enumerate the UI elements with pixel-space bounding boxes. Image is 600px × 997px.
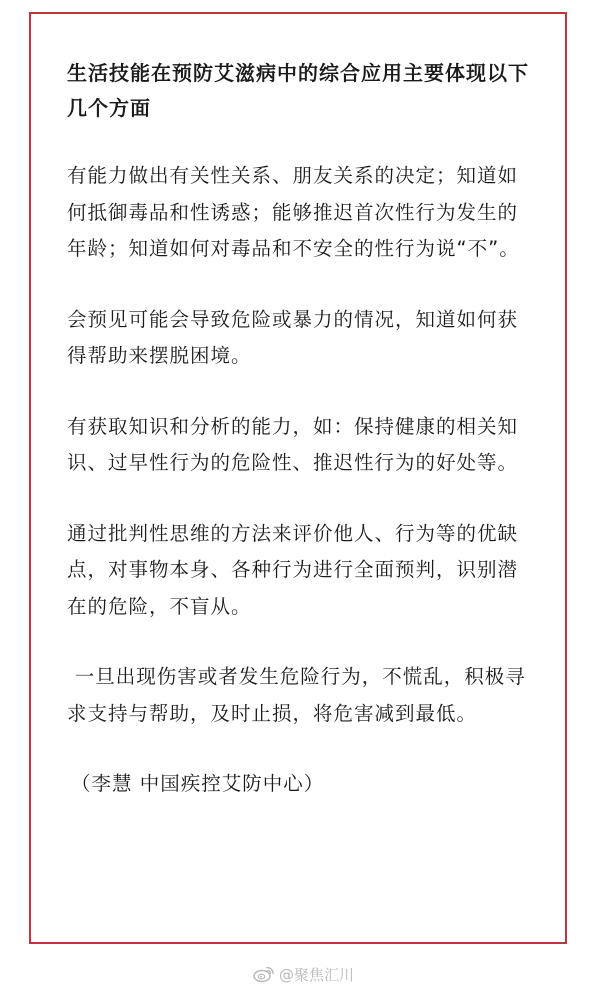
watermark-text: @聚焦汇川 [278,965,354,984]
article-card [29,12,567,944]
paragraph-5: 一旦出现伤害或者发生危险行为，不慌乱，积极寻求支持与帮助，及时止损，将危害减到最低。 [67,665,526,725]
weibo-watermark [253,959,354,989]
article-title: 生活技能在预防艾滋病中的综合应用主要体现以下几个方面 [67,61,529,120]
paragraph-1: 有能力做出有关性关系、朋友关系的决定；知道如何抵御毒品和性诱惑；能够推迟首次性行为发生的年龄；知道如何对毒品和不安全的性行为说“不”。 [67,164,520,260]
article-content [67,56,537,802]
paragraph-4: 通过批判性思维的方法来评价他人、行为等的优缺点，对事物本身、各种行为进行全面预判，识别潜在的危险，不盲从。 [67,521,519,618]
article-source: （李慧 中国疾控艾防中心） [71,772,325,795]
paragraph-2: 会预见可能会导致危险或暴力的情况，知道如何获得帮助来摆脱困境。 [67,307,519,367]
paragraph-3: 有获取知识和分析的能力，如：保持健康的相关知识、过早性行为的危险性、推迟性行为的好处等。 [67,414,519,474]
weibo-icon [253,965,275,983]
